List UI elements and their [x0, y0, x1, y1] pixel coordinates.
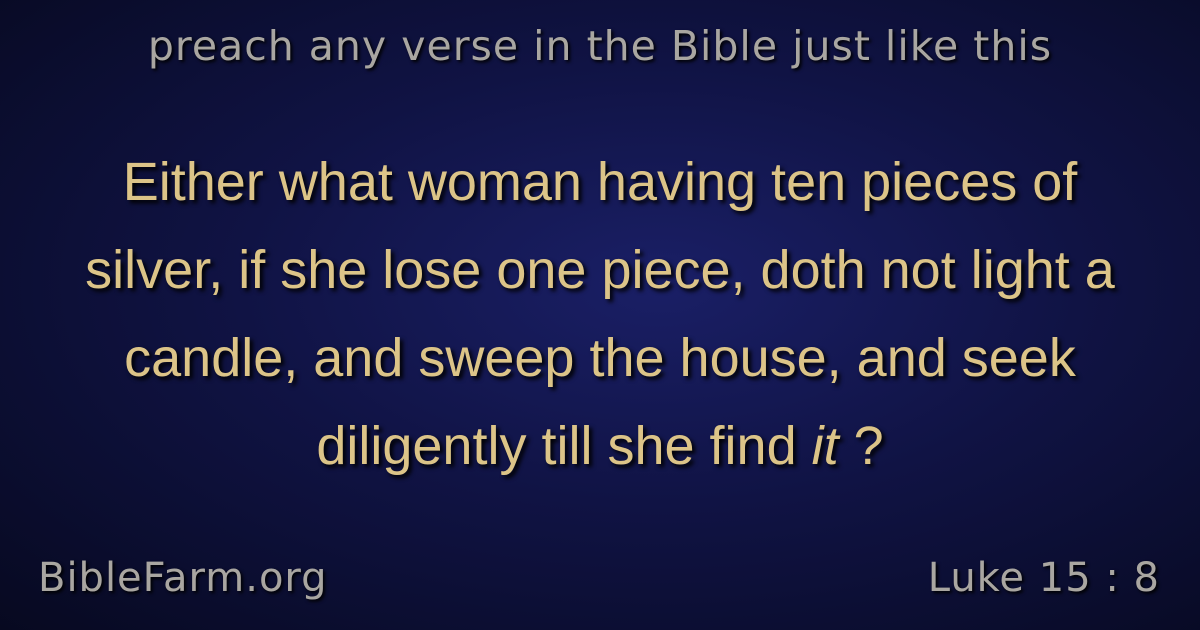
verse-text: [50, 138, 1150, 490]
verse-italic-word: it: [811, 416, 839, 476]
verse-reference: Luke 15 : 8: [927, 555, 1160, 601]
verse-line-4: [50, 402, 1150, 490]
tagline: preach any verse in the Bible just like this: [147, 22, 1053, 70]
verse-line-2: silver, if she lose one piece, doth not light a: [85, 240, 1115, 300]
verse-line-4-end: ?: [838, 416, 884, 476]
verse-line-1: Either what woman having ten pieces of: [122, 152, 1078, 212]
site-name[interactable]: BibleFarm.org: [38, 555, 328, 601]
verse-line-3: candle, and sweep the house, and seek: [124, 328, 1076, 388]
verse-line-4-start: diligently till she find: [316, 416, 812, 476]
